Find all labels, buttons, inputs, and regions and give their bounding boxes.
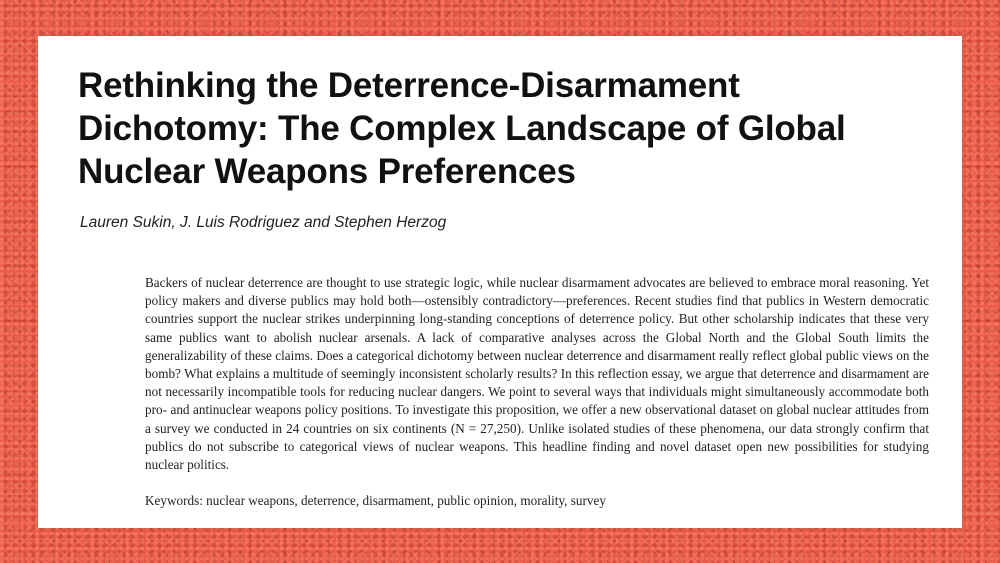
paper-abstract: Backers of nuclear deterrence are thought to use strategic logic, while nuclear disarmament advocates are believed to embrace moral reasoning. Yet policy makers and diverse publics may hold both—ostensibly contradictory—preferences. Recent studies find that publics in Western democratic countries support the nuclear strikes underpinning long-standing conceptions of deterrence policy. But other scholarship indicates that these very same publics want to abolish nuclear arsenals. A lack of comparative analyses across the Global North and the Global South limits the generalizability of these claims. Does a categorical dichotomy between nuclear deterrence and disarmament really reflect global public views on the bomb? What explains a multitude of seemingly inconsistent scholarly results? In this reflection essay, we argue that deterrence and disarmament are not necessarily incompatible tools for reducing nuclear dangers. We point to several ways that individuals might simultaneously accommodate both pro- and antinuclear weapons policy positions. To investigate this proposition, we offer a new observational dataset on global nuclear attitudes from a survey we conducted in 24 countries on six continents (N = 27,250). Unlike isolated studies of these phenomena, our data strongly confirm that publics do not subscribe to categorical views of nuclear weapons. This headline finding and novel dataset open new possibilities for studying nuclear politics. [145, 275, 929, 473]
paper-page [38, 36, 962, 528]
paper-authors: Lauren Sukin, J. Luis Rodriguez and Stephen Herzog [80, 214, 447, 231]
paper-keywords: Keywords: nuclear weapons, deterrence, disarmament, public opinion, morality, survey [145, 493, 606, 508]
paper-title: Rethinking the Deterrence-Disarmament Dichotomy: The Complex Landscape of Global Nuclear Weapons Preferences [78, 66, 846, 191]
